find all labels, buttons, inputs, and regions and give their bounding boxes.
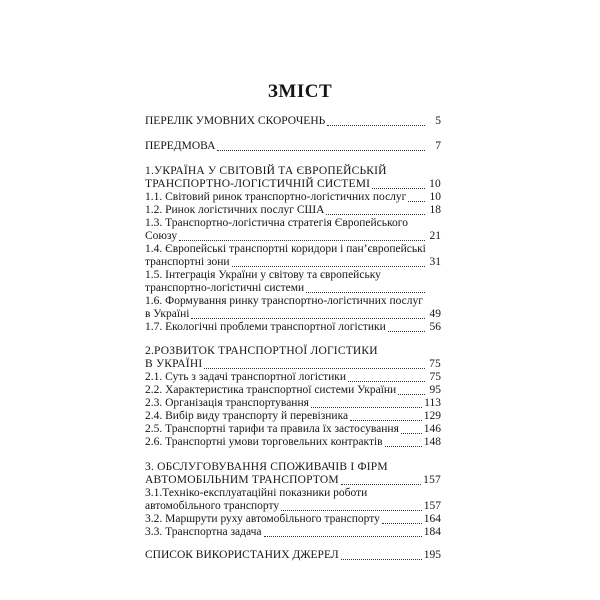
toc-entry-3-3[interactable]	[145, 524, 441, 539]
toc-entry-text: транспортно-логістичні системи	[145, 282, 305, 294]
toc-page-number: 157	[423, 500, 441, 512]
toc-entry-text: 1.3. Транспортно-логістична стратегія Європейського	[145, 217, 408, 229]
toc-section-title: 1.УКРАЇНА У СВІТОВІЙ ТА ЄВРОПЕЙСЬКІЙ	[145, 165, 387, 177]
toc-page-number: 10	[429, 191, 441, 203]
toc-entry-references[interactable]	[145, 547, 441, 562]
toc-entry-text: 1.1. Світовий ринок транспортно-логістичних послуг	[145, 191, 407, 203]
toc-page-number: 195	[423, 549, 441, 561]
toc-section-title: ТРАНСПОРТНО-ЛОГІСТИЧНІЙ СИСТЕМІ	[145, 178, 371, 190]
toc-entry-text: 2.3. Організація транспортування	[145, 397, 309, 409]
toc-entry-text: транспортні зони	[145, 256, 230, 268]
toc-page-number: 75	[429, 371, 441, 383]
toc-page-number: 5	[435, 115, 441, 127]
toc-page-number: 7	[435, 140, 441, 152]
toc-entry-text: 1.5. Інтеграція України у світову та європейську	[145, 269, 381, 281]
toc-entry-text: 1.2. Ринок логістичних послуг США	[145, 204, 325, 216]
toc-page-number: 184	[423, 526, 441, 538]
toc-page-number: 95	[429, 384, 441, 396]
dot-leader	[264, 533, 422, 537]
toc-entry-text: 2.4. Вибір виду транспорту й перевізника	[145, 410, 349, 422]
toc-entry-text: 1.4. Європейські транспортні коридори і пан’європейські	[145, 243, 426, 255]
dot-leader	[327, 122, 425, 126]
toc-entry-text: СПИСОК ВИКОРИСТАНИХ ДЖЕРЕЛ	[145, 549, 339, 561]
toc-entry-1-7[interactable]	[145, 319, 441, 334]
toc-page-number: 21	[429, 230, 441, 242]
toc-page-number: 164	[423, 513, 441, 525]
toc-page-number: 49	[429, 308, 441, 320]
toc-entry-text: 2.6. Транспортні умови торговельних контрактів	[145, 436, 383, 448]
toc-page-number: 75	[429, 358, 441, 370]
toc-entry-text: 1.7. Екологічні проблеми транспортної логістики	[145, 321, 386, 333]
toc-entry-text: ПЕРЕДМОВА	[145, 140, 216, 152]
toc-section-title: 2.РОЗВИТОК ТРАНСПОРТНОЇ ЛОГІСТИКИ	[145, 345, 378, 357]
toc-entry-text: 3.2. Маршрути руху автомобільного транспорту	[145, 513, 380, 525]
toc-entry-text: 3.1.Техніко-експлуатаційні показники роботи	[145, 487, 368, 499]
toc-section-title: 3. ОБСЛУГОВУВАННЯ СПОЖИВАЧІВ І ФІРМ	[145, 461, 388, 473]
toc-entry-text: 2.1. Суть з задачі транспортної логістики	[145, 371, 347, 383]
toc-entry-text: 2.2. Характеристика транспортної системи України	[145, 384, 397, 396]
toc-entry-text: ПЕРЕЛІК УМОВНИХ СКОРОЧЕНЬ	[145, 115, 326, 127]
toc-page-number: 157	[423, 474, 441, 486]
toc-page-number: 10	[429, 178, 441, 190]
toc-entry-text: Союзу	[145, 230, 178, 242]
dot-leader	[341, 556, 422, 560]
table-of-contents	[145, 0, 441, 600]
toc-entry-abbreviations[interactable]	[145, 113, 441, 128]
toc-section-title: АВТОМОБІЛЬНИМ ТРАНСПОРТОМ	[145, 474, 339, 486]
toc-section-title: В УКРАЇНІ	[145, 358, 203, 370]
toc-page-number: 146	[423, 423, 441, 435]
toc-entry-text: 2.5. Транспортні тарифи та правила їх застосування	[145, 423, 399, 435]
dot-leader	[217, 147, 425, 151]
toc-entry-text: в Україні	[145, 308, 190, 320]
toc-entry-2-6[interactable]	[145, 434, 441, 449]
toc-page-number: 18	[429, 204, 441, 216]
dot-leader	[385, 443, 422, 447]
toc-page-number: 148	[423, 436, 441, 448]
toc-entry-text: 3.3. Транспортна задача	[145, 526, 262, 538]
toc-entry-text: автомобільного транспорту	[145, 500, 280, 512]
toc-page-number: 31	[429, 256, 441, 268]
toc-entry-preface[interactable]	[145, 138, 441, 153]
dot-leader	[388, 328, 425, 332]
toc-page-number: 129	[423, 410, 441, 422]
toc-page-number: 56	[429, 321, 441, 333]
toc-entry-text: 1.6. Формування ринку транспортно-логістичних послуг	[145, 295, 423, 307]
page-title: ЗМІСТ	[267, 81, 333, 102]
toc-page-number: 113	[424, 397, 441, 409]
